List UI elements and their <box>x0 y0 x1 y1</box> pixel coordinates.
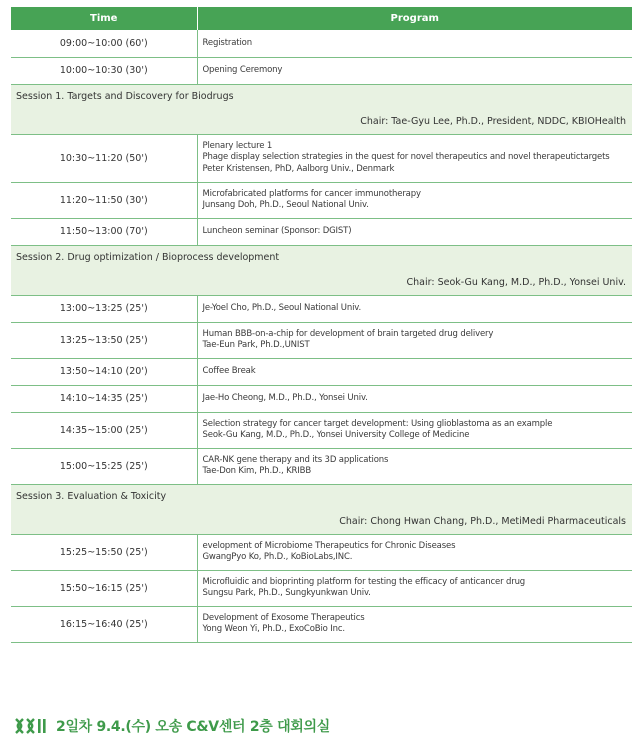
session-title: Session 3. Evaluation & Toxicity <box>11 484 632 509</box>
session-time: 15:50~16:15 (25') <box>11 570 197 606</box>
schedule-row <box>11 385 632 412</box>
program-line: GwangPyo Ko, Ph.D., KoBioLabs,INC. <box>202 552 353 562</box>
session-program <box>197 606 632 642</box>
session-time: 14:35~15:00 (25') <box>11 412 197 448</box>
program-line: Microfabricated platforms for cancer immunotherapy <box>202 188 421 199</box>
schedule-table <box>11 7 632 643</box>
schedule-row <box>11 182 632 218</box>
session-program <box>197 358 632 385</box>
chair-info: Chair: Chong Hwan Chang, Ph.D., MetiMedi Pharmaceuticals <box>11 509 632 534</box>
session-program <box>197 385 632 412</box>
session-time: 13:50~14:10 (20') <box>11 358 197 385</box>
program-line: Seok-Gu Kang, M.D., Ph.D., Yonsei University College of Medicine <box>202 430 470 440</box>
session-time: 10:30~11:20 (50') <box>11 134 197 182</box>
session-time: 16:15~16:40 (25') <box>11 606 197 642</box>
schedule-row <box>11 534 632 570</box>
program-line: Registration <box>202 37 252 48</box>
schedule-row <box>11 412 632 448</box>
session-program <box>197 218 632 245</box>
session-heading-row <box>11 484 632 509</box>
program-line: Junsang Doh, Ph.D., Seoul National Univ. <box>202 200 369 210</box>
program-line: Plenary lecture 1 <box>202 140 273 151</box>
session-heading-row <box>11 245 632 270</box>
chair-info: Chair: Tae-Gyu Lee, Ph.D., President, NDDC, KBIOHealth <box>11 109 632 134</box>
chair-row <box>11 270 632 295</box>
session-time: 14:10~14:35 (25') <box>11 385 197 412</box>
program-line: Tae-Don Kim, Ph.D., KRIBB <box>202 466 312 476</box>
session-heading-row <box>11 84 632 109</box>
dna-logo-icon <box>14 717 48 735</box>
day-heading <box>14 715 330 737</box>
session-program <box>197 412 632 448</box>
schedule-row <box>11 448 632 484</box>
program-line: CAR-NK gene therapy and its 3D applications <box>202 454 389 465</box>
session-program <box>197 134 632 182</box>
session-time: 09:00~10:00 (60') <box>11 30 197 57</box>
program-line: Selection strategy for cancer target development: Using glioblastoma as an example <box>202 418 553 429</box>
schedule-row <box>11 30 632 57</box>
program-line: evelopment of Microbiome Therapeutics for Chronic Diseases <box>202 540 456 551</box>
day-title: 2일차 9.4.(수) 오송 C&V센터 2층 대회의실 <box>56 719 330 735</box>
program-line: Jae-Ho Cheong, M.D., Ph.D., Yonsei Univ. <box>202 392 368 403</box>
session-time: 15:25~15:50 (25') <box>11 534 197 570</box>
chair-info: Chair: Seok-Gu Kang, M.D., Ph.D., Yonsei Univ. <box>11 270 632 295</box>
session-program <box>197 534 632 570</box>
program-line: Tae-Eun Park, Ph.D.,UNIST <box>202 340 310 350</box>
program-line: Development of Exosome Therapeutics <box>202 612 365 623</box>
session-program <box>197 448 632 484</box>
schedule-row <box>11 295 632 322</box>
session-program <box>197 57 632 84</box>
program-line: Human BBB-on-a-chip for development of brain targeted drug delivery <box>202 328 494 339</box>
session-time: 11:50~13:00 (70') <box>11 218 197 245</box>
session-time: 13:00~13:25 (25') <box>11 295 197 322</box>
session-time: 11:20~11:50 (30') <box>11 182 197 218</box>
program-line: Je-Yoel Cho, Ph.D., Seoul National Univ. <box>202 302 362 313</box>
program-line: Phage display selection strategies in the quest for novel therapeutics and novel therapeutictargets <box>202 152 610 163</box>
program-line: Opening Ceremony <box>202 64 283 75</box>
session-title: Session 2. Drug optimization / Bioprocess development <box>11 245 632 270</box>
program-line: Yong Weon Yi, Ph.D., ExoCoBio Inc. <box>202 624 345 634</box>
session-time: 10:00~10:30 (30') <box>11 57 197 84</box>
program-line: Peter Kristensen, PhD, Aalborg Univ., Denmark <box>202 163 395 174</box>
chair-row <box>11 509 632 534</box>
schedule-row <box>11 606 632 642</box>
session-program <box>197 570 632 606</box>
session-program <box>197 182 632 218</box>
table-header <box>11 7 632 30</box>
schedule-body <box>11 30 632 642</box>
program-line: Sungsu Park, Ph.D., Sungkyunkwan Univ. <box>202 588 371 598</box>
program-line: Microfluidic and bioprinting platform for testing the efficacy of anticancer drug <box>202 576 526 587</box>
session-time: 13:25~13:50 (25') <box>11 322 197 358</box>
schedule-row <box>11 322 632 358</box>
program-line: Luncheon seminar (Sponsor: DGIST) <box>202 225 352 236</box>
session-program <box>197 30 632 57</box>
chair-row <box>11 109 632 134</box>
program-line: Coffee Break <box>202 365 256 376</box>
session-program <box>197 322 632 358</box>
schedule-row <box>11 570 632 606</box>
schedule-row <box>11 57 632 84</box>
schedule-row <box>11 134 632 182</box>
schedule-row <box>11 358 632 385</box>
schedule-row <box>11 218 632 245</box>
session-title: Session 1. Targets and Discovery for Biodrugs <box>11 84 632 109</box>
session-time: 15:00~15:25 (25') <box>11 448 197 484</box>
session-program <box>197 295 632 322</box>
program-column-header: Program <box>197 7 632 30</box>
time-column-header: Time <box>11 7 197 30</box>
